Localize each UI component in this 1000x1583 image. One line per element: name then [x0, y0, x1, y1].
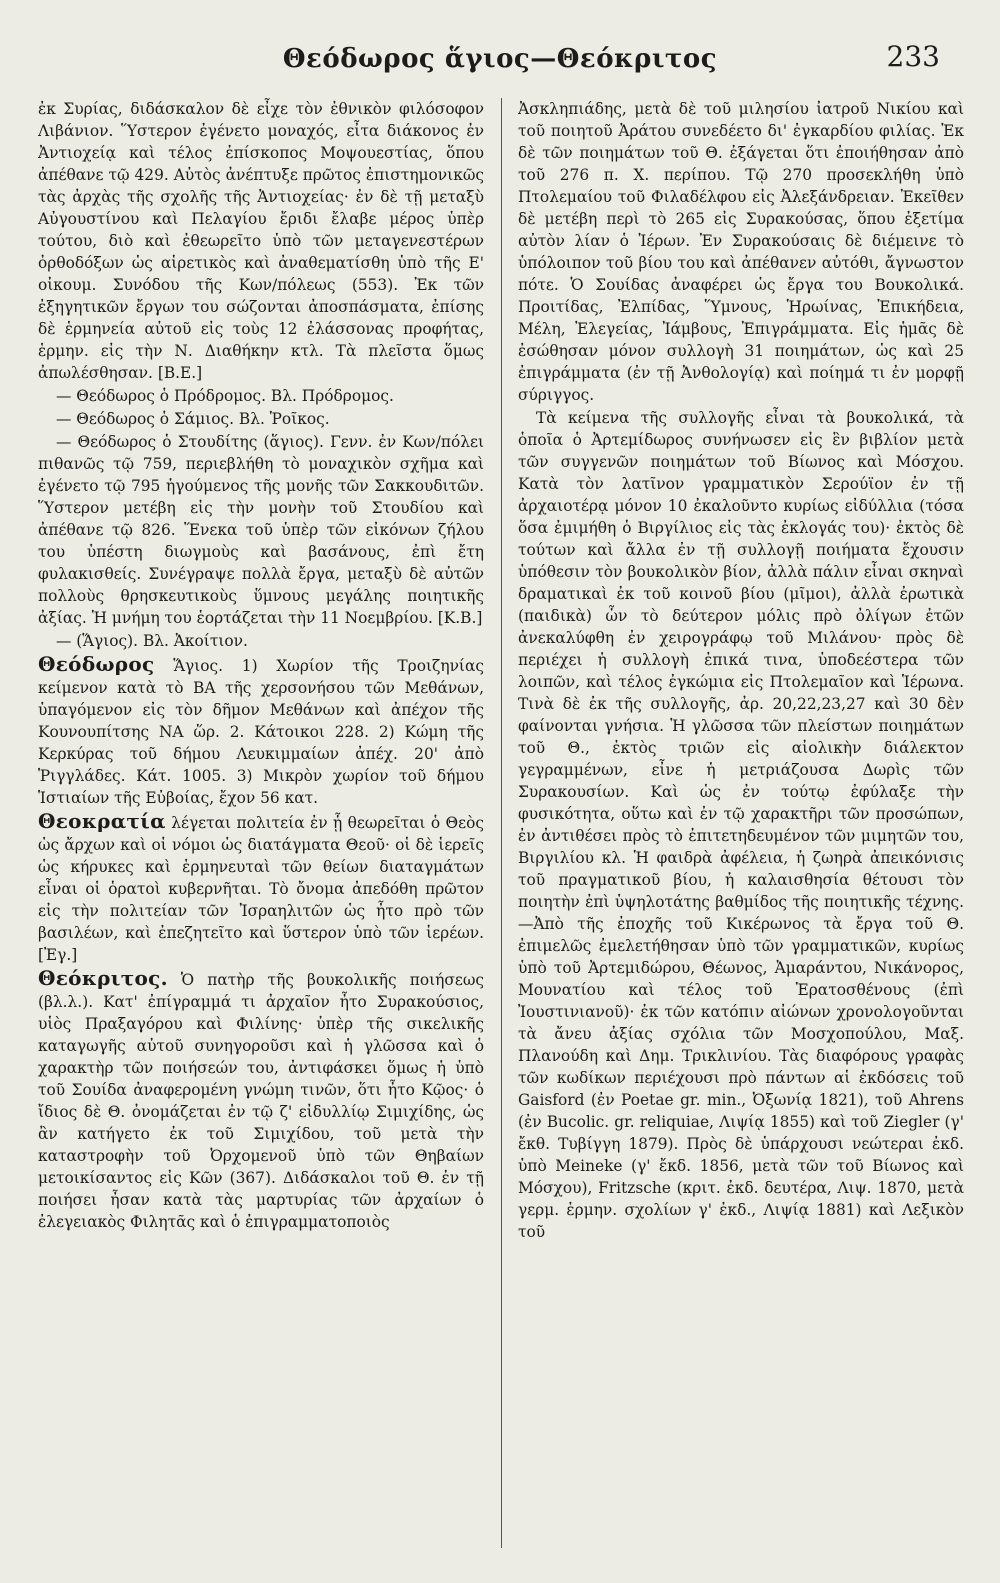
entry-text: λέγεται πολιτεία ἐν ᾗ θεωρεῖται ὁ Θεὸς ὡς ἄρχων καὶ οἱ νόμοι ὡς διατάγματα Θεοῦ· οἱ δὲ ἱερεῖς ὡς κήρυκες καὶ ἑρμηνευταὶ τῶν θείων διαταγμάτων εἶναι οἱ ὁρατοὶ κυβερνῆται. Τὸ ὄνομα ἀπεδόθη πρῶτον εἰς τὴν πολιτείαν τῶν Ἰσραηλιτῶν ὡς ἦτο πρὸ τῶν βασιλέων, καὶ ἐπεζητεῖτο καὶ ὕστερον ὑπὸ τῶν ἱερέων. [Ἐγ.]: [38, 814, 484, 964]
right-column: [518, 98, 964, 1244]
column-divider: [501, 98, 502, 1548]
text-columns: [38, 98, 964, 1568]
entry-headword: Θεοκρατία: [38, 809, 166, 833]
left-column: [38, 98, 484, 1234]
page-header: [60, 40, 940, 80]
entry-headword: Θεόκριτος.: [38, 966, 168, 990]
cross-reference: — Θεόδωρος ὁ Σάμιος. Βλ. Ῥοῖκος.: [56, 410, 330, 428]
entry-text: Ἅγιος. 1) Χωρίον τῆς Τροιζηνίας κείμενον κατὰ τὸ ΒΑ τῆς χερσονήσου τῶν Μεθάνων, ὑπαγόμενον εἰς τὸν δῆμον Μεθάνων καὶ ἀπέχον τῆς Κουνουπίτσης ΝΑ ὥρ. 2. Κάτοικοι 228. 2) Κώμη τῆς Κερκύρας τοῦ δήμου Λευκιμμαίων ἀπέχ. 20' ἀπὸ Ῥιγγλάδες. Κάτ. 1005. 3) Μικρὸν χωρίον τοῦ δήμου Ἱστιαίων τῆς Εὐβοίας, ἔχον 56 κατ.: [38, 657, 484, 807]
entry: [38, 810, 484, 966]
cross-reference: — (Ἅγιος). Βλ. Ἀκοίτιον.: [56, 632, 248, 650]
entry: [38, 967, 484, 1233]
paragraph: — Θεόδωρος ὁ Στουδίτης (ἅγιος). Γενν. ἐν Κων/πόλει πιθανῶς τῷ 759, περιεβλήθη τὸ μοναχικὸν σχῆμα καὶ ἐγένετο τῷ 795 ἡγούμενος τῆς μονῆς τῶν Σακκουδιτῶν. Ὕστερον μετέβη εἰς τὴν μονὴν τοῦ Στουδίου καὶ ἀπέθανε τῷ 826. Ἕνεκα τοῦ ὑπὲρ τῶν εἰκόνων ζήλου του ὑπέστη διωγμοὺς καὶ βασάνους, ἐπὶ ἔτη φυλακισθείς. Συνέγραψε πολλὰ ἔργα, μεταξὺ δὲ αὐτῶν πολλοὺς θρησκευτικοὺς ὕμνους μεγάλης ποιητικῆς ἀξίας. Ἡ μνήμη του ἑορτάζεται τὴν 11 Νοεμβρίου. [Κ.Β.]: [38, 433, 484, 627]
paragraph: Τὰ κείμενα τῆς συλλογῆς εἶναι τὰ βουκολικά, τὰ ὁποῖα ὁ Ἀρτεμίδωρος συνήνωσεν εἰς ἓν βιβλίον μετὰ τῶν συγγενῶν ποιημάτων τοῦ Βίωνος καὶ Μόσχου. Κατὰ τὸν λατῖνον γραμματικὸν Σερούϊον ἐν τῇ ἀρχαιοτέρᾳ μόνον 10 ἐκαλοῦντο κυρίως εἰδύλλια (τόσα ὅσα ἐμιμήθη ὁ Βιργίλιος εἰς τὰς ἐκλογάς του)· ἐκτὸς δὲ τούτων καὶ ἄλλα ἐν τῇ συλλογῇ ποιήματα ἔχουσιν ὑπόθεσιν τὸν βουκολικὸν βίον, ἀλλὰ πάλιν εἶναι σκηναὶ δραματικαὶ ἐκ τοῦ κοινοῦ βίου (μῖμοι), ἀλλὰ ἐρωτικὰ (παιδικὰ) ὧν τὸ δεύτερον μόλις πρὸ ὀλίγων ἐτῶν ἀνεκαλύφθη ἐν χειρογράφῳ τοῦ Μιλάνου· πρὸς δὲ περιέχει ἡ συλλογὴ ἐπικά τινα, ὑποδεέστερα τῶν λοιπῶν, καὶ τέλος ἐγκώμια εἰς Πτολεμαῖον καὶ Ἱέρωνα. Τινὰ δὲ ἐκ τῆς συλλογῆς, ἀρ. 20,22,23,27 καὶ 30 δὲν φαίνονται γνήσια. Ἡ γλῶσσα τῶν πλείστων ποιημάτων τοῦ Θ., ἐκτὸς τριῶν εἰς αἰολικὴν διάλεκτον γεγραμμένων, εἶνε ἡ μετριάζουσα Δωρὶς τῶν Συρακουσίων. Καὶ ὡς ἐν τούτῳ ἐφύλαξε τὴν φυσικότητα, οὕτω καὶ ἐν τῷ χαρακτῆρι τῶν προσώπων, ἐν ἀντιθέσει πρὸς τὸ ἐπιτετηδευμένον τῶν μιμητῶν του, Βιργιλίου κλ. Ἡ φαιδρὰ ἀφέλεια, ἡ ζωηρὰ ἀπεικόνισις τοῦ πραγματικοῦ βίου, ἡ καλαισθησία θέτουσι τὸν ποιητὴν ἐπὶ ὑψηλοτάτης βαθμίδος τῆς ποιητικῆς τέχνης.—Ἀπὸ τῆς ἐποχῆς τοῦ Κικέρωνος τὰ ἔργα τοῦ Θ. ἐπιμελῶς ἐμελετήθησαν ὑπὸ τῶν γραμματικῶν, κυρίως ὑπὸ τοῦ Ἀρτεμιδώρου, Θέωνος, Ἀμαράντου, Νικάνορος, Μουνατίου καὶ τέλος τοῦ Ἐρατοσθένους (ἐπὶ Ἰουστινιανοῦ)· ἐκ τῶν κατόπιν αἰώνων χρονολογοῦνται τὰ ἄνευ ἀξίας σχόλια τῶν Μοσχοπούλου, Μαξ. Πλανούδη καὶ Δημ. Τρικλινίου. Τὰς διαφόρους γραφὰς τῶν κωδίκων περιέχουσι πρὸ πάντων αἱ ἐκδόσεις τοῦ Gaisford (ἐν Poetae gr. min., Ὀξωνίᾳ 1821), τοῦ Ahrens (ἐν Bucolic. gr. reliquiae, Λιψίᾳ 1855) καὶ τοῦ Ziegler (γ' ἔκθ. Τυβίγγη 1879). Πρὸς δὲ ὑπάρχουσι νεώτεραι ἐκδ. ὑπὸ Meineke (γ' ἔκδ. 1856, μετὰ τῶν τοῦ Βίωνος καὶ Μόσχου), Fritzsche (κριτ. ἐκδ. δευτέρα, Λιψ. 1870, μετὰ γερμ. ἑρμην. σχολίων γ' ἐκδ., Λιψίᾳ 1881) καὶ Λεξικὸν τοῦ: [518, 409, 964, 1241]
paragraph: Ἀσκληπιάδης, μετὰ δὲ τοῦ μιλησίου ἰατροῦ Νικίου καὶ τοῦ ποιητοῦ Ἀράτου συνεδέετο δι' ἐγκαρδίου φιλίας. Ἐκ δὲ τῶν ποιημάτων τοῦ Θ. ἐξάγεται ὅτι ἐποιήθησαν ἀπὸ τοῦ 276 π. Χ. περίπου. Τῷ 270 προσεκλήθη ὑπὸ Πτολεμαίου τοῦ Φιλαδέλφου εἰς Ἀλεξάνδρειαν. Ἐκεῖθεν δὲ μετέβη περὶ τὸ 265 εἰς Συρακούσας, ὅπου ἐξετίμα αὐτὸν λίαν ὁ Ἱέρων. Ἐν Συρακούσαις δὲ διέμεινε τὸ ὑπόλοιπον τοῦ βίου του καὶ ἀπέθανεν αὐτόθι, ἄγνωστον πότε. Ὁ Σουίδας ἀναφέρει ὡς ἔργα του Βουκολικά. Προιτίδας, Ἐλπίδας, Ὕμνους, Ἡρωίνας, Ἐπικήδεια, Μέλη, Ἐλεγείας, Ἰάμβους, Ἐπιγράμματα. Εἰς ἡμᾶς δὲ ἐσώθησαν μόνον συλλογὴ 31 ποιημάτων, ὡς καὶ 25 ἐπιγράμματα (ἐν τῇ Ἀνθολογίᾳ) καὶ ποίημά τι ἐν μορφῇ σύριγγος.: [518, 100, 964, 404]
running-head: Θεόδωρος ἅγιος—Θεόκριτος: [282, 44, 718, 74]
entry-headword: Θεόδωρος: [38, 652, 155, 676]
page-number: 233: [886, 40, 940, 73]
entry: [38, 653, 484, 809]
cross-reference: — Θεόδωρος ὁ Πρόδρομος. Βλ. Πρόδρομος.: [56, 387, 394, 405]
paragraph: ἐκ Συρίας, διδάσκαλον δὲ εἶχε τὸν ἐθνικὸν φιλόσοφον Λιβάνιον. Ὕστερον ἐγένετο μοναχός, εἶτα διάκονος ἐν Ἀντιοχείᾳ καὶ τέλος ἐπίσκοπος Μοψουεστίας, ὅπου ἀπέθανε τῷ 429. Αὐτὸς ἀνέπτυξε πρῶτος ἐπιστημονικῶς τὰς ἀρχὰς τῆς σχολῆς τῆς Ἀντιοχείας· ἐν δὲ τῇ μεταξὺ Αὐγουστίνου καὶ Πελαγίου ἔριδι ἔλαβε μέρος ὑπὲρ τούτου, διὸ καὶ ἐθεωρεῖτο ὑπὸ τῶν μεταγενεστέρων ὀρθοδόξων ὡς αἱρετικὸς καὶ ἀναθεματίσθη ὑπὸ τῆς Ε' οἰκουμ. Συνόδου τῆς Κων/πόλεως (553). Ἐκ τῶν ἐξηγητικῶν ἔργων του σώζονται ἀποσπάσματα, ἐπίσης δὲ ἑρμηνεία αὐτοῦ εἰς τοὺς 12 ἐλάσσονας προφήτας, ἑρμην. εἰς τὴν Ν. Διαθήκην κτλ. Τὰ πλεῖστα ὅμως ἀπωλέσθησαν. [Β.Ε.]: [38, 100, 484, 382]
entry-text: Ὁ πατὴρ τῆς βουκολικῆς ποιήσεως (βλ.λ.). Κατ' ἐπίγραμμά τι ἀρχαῖον ἦτο Συρακούσιος, υἱὸς Πραξαγόρου καὶ Φιλίνης· ὑπὲρ τῆς σικελικῆς καταγωγῆς αὐτοῦ συνηγοροῦσι καὶ ἡ γλῶσσα καὶ ὁ χαρακτὴρ τῶν ποιήσεών του, ἀντιφάσκει ὅμως ἡ ὑπὸ τοῦ Σουίδα ἀναφερομένη γνώμη τινῶν, ὅτι ἦτο Κῷος· ὁ ἴδιος δὲ Θ. ὀνομάζεται ἐν τῷ ζ' εἰδυλλίῳ Σιμιχίδης, ὡς ἂν κατήγετο ἐκ τοῦ Σιμιχίδου, τοῦ μετὰ τὴν καταστροφὴν τοῦ Ὀρχομενοῦ ὑπὸ τῶν Θηβαίων μετοικίσαντος εἰς Κῶν (367). Διδάσκαλοι τοῦ Θ. ἐν τῇ ποιήσει ἦσαν κατὰ τὰς μαρτυρίας τῶν ἀρχαίων ὁ ἐλεγειακὸς Φιλητᾶς καὶ ὁ ἐπιγραμματοποιὸς: [38, 971, 484, 1231]
